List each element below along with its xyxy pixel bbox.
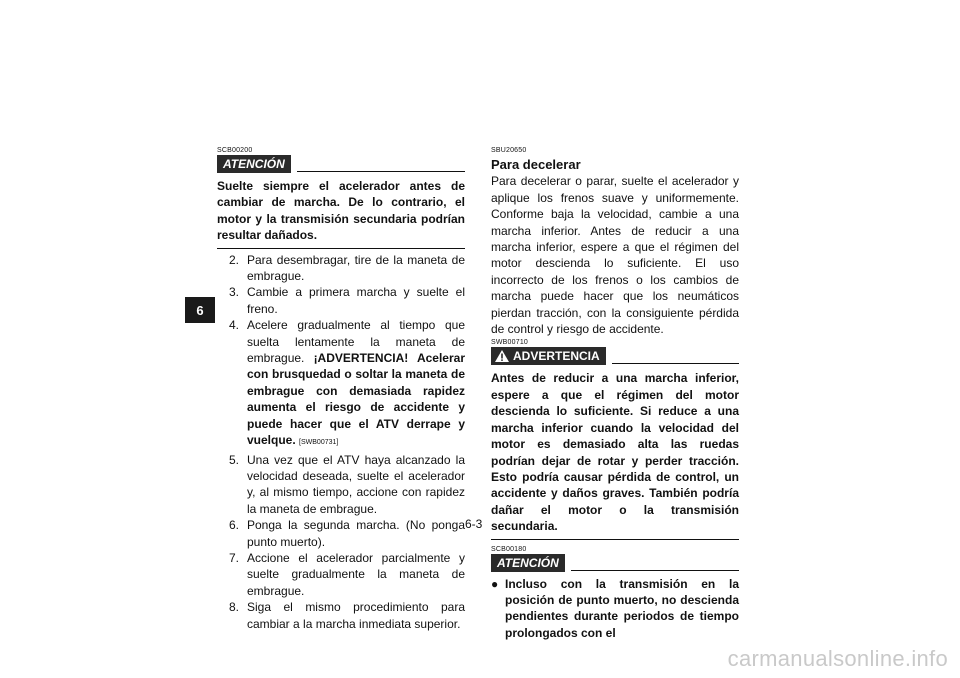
warning-code: SWB00710 [491,339,529,347]
bullet-text: Incluso con la transmisión en la posición de punto muerto, no descienda pendientes durante periodos de tiempo prolongados con el [505,576,739,640]
page-number: 6-3 [465,517,483,531]
section-code: SBU20650 [491,147,527,154]
step-text: Siga el mismo procedimiento para cambiar a la marcha inmediata superior. [247,600,465,631]
step-number: 7. [228,550,239,565]
list-item [217,452,465,518]
step-number: 8. [228,600,239,615]
caution-banner [217,155,465,173]
warning-triangle-icon [495,350,509,362]
step-text: Para desembragar, tire de la maneta de embrague. [247,252,465,284]
warning-banner [491,347,739,365]
watermark: carmanualsonline.info [727,646,948,671]
caution-code: SCB00200 [217,147,253,154]
list-item [217,550,465,599]
divider [297,171,465,172]
step-list [217,252,465,632]
list-item [217,317,465,451]
list-item [217,599,465,632]
divider [571,570,739,571]
list-item [217,284,465,317]
warning-text: Antes de reducir a una marcha inferior, espere a que el régimen del motor descienda lo suficiente. Si reduce a una marcha inferior cuando la velocidad del motor es demasiado alta las ruedas podrían dejar de rotar y perder tracción. Esto podría causar pérdida de control, un accidente y daños graves. También podría dañar el motor o la transmisión secundaria. [491,371,739,534]
step-text: Cambie a primera marcha y suelte el freno. [247,285,465,316]
list-item [217,517,465,550]
step-body [247,317,465,451]
body-paragraph: Para decelerar o parar, suelte el acelerador y aplique los frenos suave y uniformemente. Conforme baja la velocidad, cambie a una marcha inferior. Antes de reducir a una marcha inferior, espere a que el régimen del motor descienda lo suficiente. El uso incorrecto de los frenos o los cambios de marcha puede hacer que los neumáticos pierdan tracción, con la consiguiente pérdida de control y riesgo de accidente. [491,174,739,337]
list-item [491,576,739,642]
step-text: Ponga la segunda marcha. (No ponga punto muerto). [247,518,465,549]
warning-label: ADVERTENCIA [513,349,600,364]
right-column [491,147,739,641]
caution-banner [491,554,739,572]
inline-warning: ¡ADVERTENCIA! Acelerar con brusquedad o soltar la maneta de embrague con demasiada rapidez aumenta el riesgo de accidente y puede hacer que el ATV derrape y vuelque. [247,351,465,448]
caution-code: SCB00180 [491,545,527,553]
step-number: 3. [228,285,239,300]
warning-badge [491,347,606,365]
left-column [217,147,465,632]
step-text: Accione el acelerador parcialmente y suelte gradualmente la maneta de embrague. [247,550,465,598]
step-number: 4. [228,318,239,333]
section-tab: 6 [185,297,215,323]
step-text: Acelere gradualmente al tiempo que suelta lentamente la maneta de embrague. [247,318,465,366]
list-item [217,252,465,285]
caution-label: ATENCIÓN [491,554,565,572]
step-number: 5. [228,452,239,467]
divider [491,539,739,540]
caution-text: Suelte siempre el acelerador antes de cambiar de marcha. De lo contrario, el motor y la transmisión secundaria podrían resultar dañados. [217,179,465,243]
step-number: 2. [228,252,239,267]
bullet-icon: ● [491,576,499,591]
divider [217,248,465,249]
step-text: Una vez que el ATV haya alcanzado la velocidad deseada, suelte el acelerador y, al mismo tiempo, accione con rapidez la maneta de embrague. [247,452,465,516]
step-number: 6. [228,518,239,533]
divider [612,363,739,364]
caution-label: ATENCIÓN [217,155,291,173]
section-heading: Para decelerar [491,157,581,172]
warning-code: [SWB00731] [299,439,339,447]
